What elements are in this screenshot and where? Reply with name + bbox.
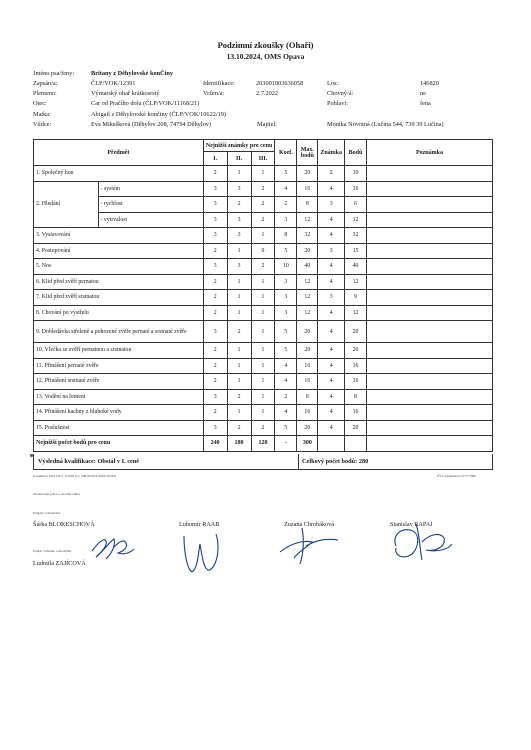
- cell-points: 12: [345, 212, 367, 228]
- cell-points: 15: [345, 243, 367, 259]
- table-row: [34, 405, 493, 421]
- cell-points: 16: [345, 405, 367, 421]
- cell-max: 16: [297, 405, 318, 421]
- cell-i: 2: [203, 405, 227, 421]
- cell-max: 20: [297, 166, 318, 182]
- cell-note: [366, 212, 492, 228]
- table-row: [34, 274, 493, 290]
- id-label: Identifikace:: [203, 80, 235, 87]
- breeder-value: ne: [420, 90, 426, 97]
- col-grade: Známka: [318, 140, 345, 166]
- cell-grade: 4: [318, 420, 345, 436]
- cell-grade: 4: [318, 181, 345, 197]
- col-subject: Předmět: [34, 140, 204, 166]
- cell-max: 20: [297, 321, 318, 343]
- cell-coef: 4: [275, 405, 297, 421]
- min-total-row: [34, 436, 493, 452]
- cell-i: 2: [203, 274, 227, 290]
- father-label: Otec:: [33, 100, 47, 107]
- cell-note: [366, 197, 492, 213]
- cell-iii: 1: [251, 405, 275, 421]
- row-label: 3. Vystavování: [34, 228, 204, 244]
- cell-iii: 1: [251, 389, 275, 405]
- cell-points: 20: [345, 420, 367, 436]
- row-label: 7. Klid před zvěří srstnatou: [34, 290, 204, 306]
- cell-coef: 5: [275, 343, 297, 359]
- id-value: 203001003636058: [256, 80, 304, 87]
- cell-max: 8: [297, 389, 318, 405]
- judges-label: Podpisy rozhodčích:: [33, 511, 61, 515]
- row-label: 4. Postupování: [34, 243, 204, 259]
- col-min-grades: Nejnižší známky pro cenu: [203, 140, 275, 152]
- cell-points: 12: [345, 305, 367, 321]
- cell-coef: 4: [275, 374, 297, 390]
- breed-value: Výmarský ohař krátkosrstý: [91, 90, 160, 97]
- cell-ii: 3: [227, 228, 251, 244]
- cell-max: 20: [297, 243, 318, 259]
- footnote-right: IČO organizátora: 67777960: [437, 474, 476, 478]
- registered-value: ČLP/VOK/12391: [91, 80, 136, 87]
- col-prize-ii: II.: [227, 152, 251, 166]
- cell-ii: 1: [227, 243, 251, 259]
- cell-iii: 2: [251, 197, 275, 213]
- cell-iii: 1: [251, 228, 275, 244]
- cell-grade: 4: [318, 274, 345, 290]
- table-row: [34, 166, 493, 182]
- cell-ii: 2: [227, 197, 251, 213]
- mother-label: Matka:: [33, 111, 51, 118]
- col-max: Max. bodů: [297, 140, 318, 166]
- cell-ii: 2: [227, 321, 251, 343]
- signature-leader-drawing: [88, 533, 138, 563]
- row-label: 12. Přinášení srstnaté zvěře: [34, 374, 204, 390]
- cell-points: 8: [345, 389, 367, 405]
- cell-max: 12: [297, 274, 318, 290]
- cell-grade: 4: [318, 321, 345, 343]
- cell-points: 16: [345, 181, 367, 197]
- cell-ii: 2: [227, 420, 251, 436]
- cell-points: 16: [345, 358, 367, 374]
- row-label: 10. Vlečka se zvěří pernatnou a srstnatou: [34, 343, 204, 359]
- mother-value: Abigail z Děhylovské končiny (ČLP/VOK/10622/19): [91, 111, 227, 118]
- handler-label: Vůdce:: [33, 121, 52, 128]
- cell-iii: 1: [251, 343, 275, 359]
- table-row: [34, 374, 493, 390]
- cell-i: 3: [203, 420, 227, 436]
- cell-iii: 1: [251, 166, 275, 182]
- cell-i: 3: [203, 321, 227, 343]
- cell-ii: 1: [227, 374, 251, 390]
- col-prize-iii: III.: [251, 152, 275, 166]
- cell-iii: 2: [251, 420, 275, 436]
- cell-note: [366, 389, 492, 405]
- sex-value: fena: [420, 100, 431, 107]
- signature-judge-2-drawing: [176, 528, 226, 578]
- owner-value: Monika Novotná (Lučina 544, 739 39 Lučina): [327, 121, 444, 128]
- cell-coef: 5: [275, 243, 297, 259]
- handler-evaluation-label: Zhodnocení práce a chování vůdce: [33, 492, 81, 496]
- table-row: [34, 228, 493, 244]
- table-row: [34, 389, 493, 405]
- cell-i: 3: [203, 181, 227, 197]
- cell-ii: 3: [227, 181, 251, 197]
- cell-grade: 3: [318, 290, 345, 306]
- cell-coef: 4: [275, 181, 297, 197]
- cell-coef: 3: [275, 290, 297, 306]
- cell-ii: 3: [227, 259, 251, 275]
- row-label: 6. Klid před zvěří pernatou: [34, 274, 204, 290]
- cell-i: 3: [203, 259, 227, 275]
- cell-points: 40: [345, 259, 367, 275]
- cell-max: 40: [297, 259, 318, 275]
- min-total-label: Nejnižší počet bodů pro cenu: [34, 436, 204, 452]
- cell-note: [366, 321, 492, 343]
- cell-ii: 1: [227, 305, 251, 321]
- cell-coef: 3: [275, 274, 297, 290]
- cell-points: 12: [345, 274, 367, 290]
- row-label: 5. Nos: [34, 259, 204, 275]
- cell-max: 16: [297, 181, 318, 197]
- cell-note: [366, 343, 492, 359]
- cell-iii: 1: [251, 305, 275, 321]
- cell-i: 2: [203, 305, 227, 321]
- table-row: [34, 243, 493, 259]
- breeder-label: Chovný/á:: [327, 90, 354, 97]
- judge-1-name: Šárka BLOKESCHOVÁ: [33, 521, 95, 528]
- cell-iii: 1: [251, 358, 275, 374]
- cell-coef: 8: [275, 228, 297, 244]
- father-value: Car od Pračího dolu (ČLP/VOK/11168/21): [91, 100, 200, 107]
- cell-i: 2: [203, 343, 227, 359]
- cell-grade: 4: [318, 374, 345, 390]
- cell-iii: 1: [251, 321, 275, 343]
- cell-note: [366, 305, 492, 321]
- col-note: Poznámka: [366, 140, 492, 166]
- handler-value: Eva Mikešková (Děhylov 208, 74794 Děhylov): [91, 121, 211, 128]
- cell-iii: 0: [251, 243, 275, 259]
- cell-grade: 4: [318, 343, 345, 359]
- cell-note: [366, 228, 492, 244]
- cell-i: 3: [203, 212, 227, 228]
- cell-i: 2: [203, 358, 227, 374]
- min-total-i: 240: [203, 436, 227, 452]
- cell-points: 20: [345, 343, 367, 359]
- cell-points: 6: [345, 197, 367, 213]
- cell-i: 2: [203, 243, 227, 259]
- table-row: [34, 181, 493, 197]
- signature-judge-3-drawing: [276, 522, 346, 567]
- cell-note: [366, 290, 492, 306]
- table-row: [34, 197, 493, 213]
- cell-grade: 4: [318, 389, 345, 405]
- cell-i: 3: [203, 228, 227, 244]
- cell-grade: 4: [318, 259, 345, 275]
- cell-max: 16: [297, 358, 318, 374]
- born-label: Vržen/a:: [203, 90, 225, 97]
- margin-dot: [30, 454, 33, 457]
- cell-max: 12: [297, 290, 318, 306]
- lot-label: Los:: [327, 80, 339, 87]
- cell-i: 3: [203, 389, 227, 405]
- cell-grade: 4: [318, 405, 345, 421]
- cell-note: [366, 358, 492, 374]
- cell-iii: 2: [251, 181, 275, 197]
- judge-4-name: Stanislav RAPAJ: [390, 521, 433, 528]
- result-row: [33, 454, 493, 470]
- cell-coef: 5: [275, 420, 297, 436]
- cell-coef: 5: [275, 321, 297, 343]
- cell-points: 10: [345, 166, 367, 182]
- score-table: [33, 139, 493, 452]
- row-label: 15. Poslušnost: [34, 420, 204, 436]
- judge-2-name: Lubomír RAAB: [179, 521, 220, 528]
- name-label: Jméno psa/feny:: [33, 70, 75, 77]
- cell-coef: 2: [275, 389, 297, 405]
- registered-label: Zapsán/a:: [33, 80, 58, 87]
- cell-grade: 4: [318, 228, 345, 244]
- cell-points: 9: [345, 290, 367, 306]
- cell-max: 12: [297, 212, 318, 228]
- cell-iii: 2: [251, 212, 275, 228]
- min-total-iii: 120: [251, 436, 275, 452]
- cell-coef: 3: [275, 212, 297, 228]
- report-subtitle: 13.10.2024, OMS Opava: [226, 52, 305, 61]
- cell-grade: 4: [318, 305, 345, 321]
- cell-iii: 1: [251, 274, 275, 290]
- cell-note: [366, 374, 492, 390]
- owner-label: Majitel:: [257, 121, 277, 128]
- cell-ii: 1: [227, 405, 251, 421]
- breed-label: Plemeno:: [33, 90, 57, 97]
- dog-name: Britany z Děhylovské konČiny: [91, 70, 174, 77]
- cell-max: 16: [297, 374, 318, 390]
- min-total-coef: -: [275, 436, 297, 452]
- table-row: [34, 343, 493, 359]
- cell-coef: 4: [275, 358, 297, 374]
- qualification: Výsledná kvalifikace: Obstál v I. ceně: [38, 458, 140, 465]
- table-row: [34, 321, 493, 343]
- cell-note: [366, 274, 492, 290]
- row-label: 13. Vodění na řemeni: [34, 389, 204, 405]
- cell-ii: 3: [227, 212, 251, 228]
- cell-grade: 3: [318, 243, 345, 259]
- cell-max: 20: [297, 343, 318, 359]
- cell-grade: 3: [318, 197, 345, 213]
- group-label-search: 2. Hledání: [34, 181, 99, 228]
- cell-iii: 1: [251, 290, 275, 306]
- cell-coef: 10: [275, 259, 297, 275]
- cell-ii: 2: [227, 389, 251, 405]
- col-coef: Koef.: [275, 140, 297, 166]
- footnote-left: Posudkové MZe ČR č. 3/2020 (č.j. 39816/2019-MZE/16235): [33, 474, 117, 478]
- signature-judge-4-drawing: [386, 516, 456, 566]
- cell-grade: 4: [318, 212, 345, 228]
- cell-ii: 1: [227, 166, 251, 182]
- cell-note: [366, 181, 492, 197]
- table-row: [34, 305, 493, 321]
- cell-ii: 1: [227, 274, 251, 290]
- leader-name: Ludmila ZAJÍCOVÁ: [33, 560, 86, 567]
- cell-grade: 4: [318, 358, 345, 374]
- row-label: - rychlost: [98, 197, 203, 213]
- row-label: - systém: [98, 181, 203, 197]
- cell-points: 16: [345, 374, 367, 390]
- cell-note: [366, 259, 492, 275]
- sex-label: Pohlaví:: [327, 100, 348, 107]
- table-row: [34, 358, 493, 374]
- cell-grade: 2: [318, 166, 345, 182]
- cell-i: 3: [203, 197, 227, 213]
- cell-points: 20: [345, 321, 367, 343]
- table-row: [34, 212, 493, 228]
- min-total-ii: 180: [227, 436, 251, 452]
- cell-i: 2: [203, 290, 227, 306]
- cell-coef: 5: [275, 166, 297, 182]
- leader-label: Podpis vrchního rozhodčího:: [33, 549, 73, 553]
- cell-max: 32: [297, 228, 318, 244]
- cell-points: 32: [345, 228, 367, 244]
- cell-iii: 2: [251, 259, 275, 275]
- cell-max: 12: [297, 305, 318, 321]
- cell-ii: 1: [227, 343, 251, 359]
- cell-max: 20: [297, 420, 318, 436]
- col-prize-i: I.: [203, 152, 227, 166]
- row-label: 1. Společný hon: [34, 166, 204, 182]
- judge-3-name: Zuzana Chrobáková: [284, 521, 334, 528]
- cell-note: [366, 243, 492, 259]
- born-value: 2.7.2022: [256, 90, 279, 97]
- cell-i: 2: [203, 166, 227, 182]
- table-row: [34, 420, 493, 436]
- total-points: Celkový počet bodů: 280: [302, 458, 369, 465]
- cell-ii: 1: [227, 358, 251, 374]
- cell-i: 2: [203, 374, 227, 390]
- cell-max: 8: [297, 197, 318, 213]
- cell-note: [366, 420, 492, 436]
- cell-note: [366, 166, 492, 182]
- row-label: 11. Přinášení pernaté zvěře: [34, 358, 204, 374]
- cell-coef: 3: [275, 305, 297, 321]
- row-label: 9. Dohledávka střelené a pohozené zvěře pernaté a srstnaté zvěře: [34, 321, 204, 343]
- cell-ii: 1: [227, 290, 251, 306]
- row-label: 14. Přinášení kachny z hluboké vody: [34, 405, 204, 421]
- cell-note: [366, 405, 492, 421]
- col-points: Bodů: [345, 140, 367, 166]
- table-row: [34, 259, 493, 275]
- cell-coef: 2: [275, 197, 297, 213]
- row-label: 8. Chování po výstřelu: [34, 305, 204, 321]
- cell-iii: 1: [251, 374, 275, 390]
- report-title: Podzimní zkoušky (Ohaři): [217, 40, 314, 50]
- min-total-max: 300: [297, 436, 318, 452]
- lot-value: 146820: [420, 80, 439, 87]
- table-row: [34, 290, 493, 306]
- row-label: - vytrvalost: [98, 212, 203, 228]
